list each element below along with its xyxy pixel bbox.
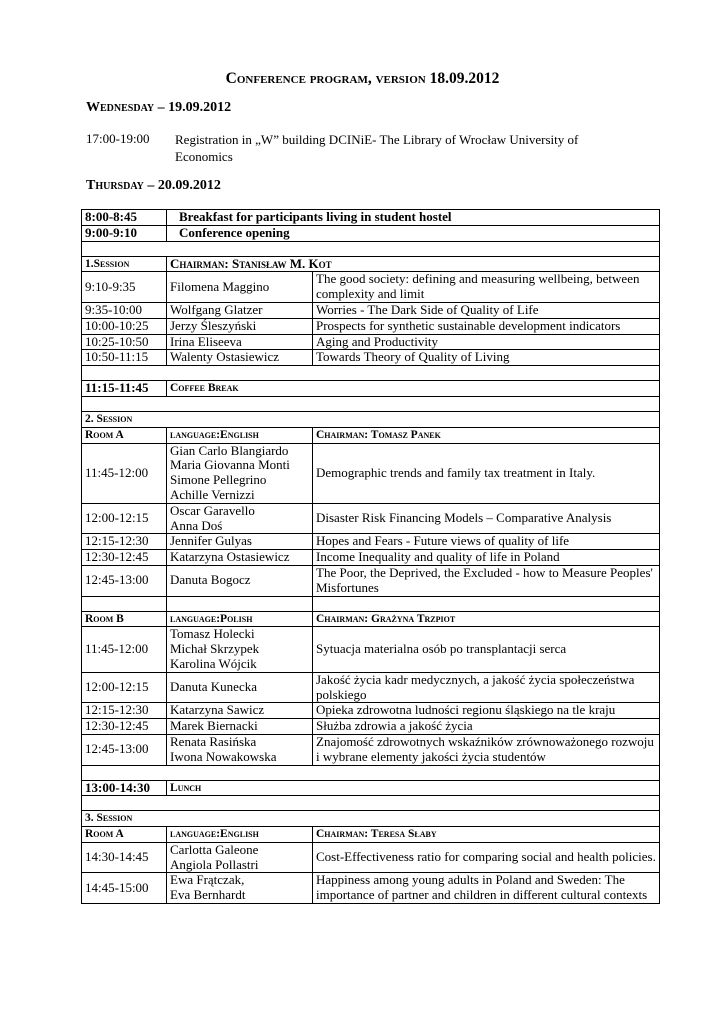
time-cell: 14:45-15:00 xyxy=(82,873,167,904)
table-row xyxy=(82,627,660,672)
talk-title-cell: Prospects for synthetic sustainable development indicators xyxy=(313,318,660,334)
opening-row xyxy=(82,225,660,241)
speaker-cell: Danuta Bogocz xyxy=(167,565,313,596)
speaker-name: Anna Doś xyxy=(170,517,223,533)
time-cell: 9:00-9:10 xyxy=(82,225,167,241)
speaker-name: Carlotta Galeone xyxy=(170,841,259,857)
speaker-cell xyxy=(167,443,313,503)
language-label: language:Polish xyxy=(167,611,313,627)
event-cell: Breakfast for participants living in student hostel xyxy=(167,210,660,226)
speaker-cell: Wolfgang Glatzer xyxy=(167,302,313,318)
speaker-cell: Marek Biernacki xyxy=(167,719,313,735)
time-cell: 12:00-12:15 xyxy=(82,503,167,534)
session-label: 3. Session xyxy=(82,811,660,827)
time-cell: 12:45-13:00 xyxy=(82,565,167,596)
session2-room-b-header-row xyxy=(82,611,660,627)
time-cell: 12:15-12:30 xyxy=(82,534,167,550)
time-cell: 10:00-10:25 xyxy=(82,318,167,334)
talk-title-cell: Służba zdrowia a jakość życia xyxy=(313,719,660,735)
event-cell: Coffee Break xyxy=(167,381,660,397)
table-row xyxy=(82,350,660,366)
room-label: Room A xyxy=(82,427,167,443)
time-cell: 11:45-12:00 xyxy=(82,443,167,503)
spacer-row xyxy=(82,241,660,256)
time-cell: 11:45-12:00 xyxy=(82,627,167,672)
time-cell: 10:25-10:50 xyxy=(82,334,167,350)
session-label: 2. Session xyxy=(82,411,660,427)
speaker-name: Iwona Nowakowska xyxy=(170,748,277,764)
speaker-name: Eva Bernhardt xyxy=(170,887,246,903)
talk-title-cell: The Poor, the Deprived, the Excluded - how to Measure Peoples' Misfortunes xyxy=(313,565,660,596)
speaker-cell xyxy=(167,627,313,672)
time-cell: 8:00-8:45 xyxy=(82,210,167,226)
table-row xyxy=(82,534,660,550)
language-label: language:English xyxy=(167,827,313,843)
time-cell: 12:30-12:45 xyxy=(82,550,167,566)
event-cell: Conference opening xyxy=(167,225,660,241)
time-cell: 10:50-11:15 xyxy=(82,350,167,366)
speaker-cell xyxy=(167,873,313,904)
speaker-name: Renata Rasińska xyxy=(170,733,257,749)
speaker-cell: Danuta Kunecka xyxy=(167,672,313,703)
speaker-cell: Katarzyna Ostasiewicz xyxy=(167,550,313,566)
session3-room-a-header-row xyxy=(82,827,660,843)
table-row xyxy=(82,672,660,703)
speaker-name: Gian Carlo Blangiardo xyxy=(170,442,289,458)
speaker-cell: Jennifer Gulyas xyxy=(167,534,313,550)
table-row xyxy=(82,873,660,904)
event-cell: Lunch xyxy=(167,780,660,796)
time-cell: 12:15-12:30 xyxy=(82,703,167,719)
speaker-name: Tomasz Holecki xyxy=(170,626,255,642)
table-row xyxy=(82,719,660,735)
room-label: Room B xyxy=(82,611,167,627)
speaker-name: Maria Giovanna Monti xyxy=(170,457,290,473)
speaker-name: Oscar Garavello xyxy=(170,502,255,518)
table-row xyxy=(82,734,660,765)
table-row xyxy=(82,703,660,719)
speaker-cell: Walenty Ostasiewicz xyxy=(167,350,313,366)
session1-header-row xyxy=(82,256,660,272)
speaker-name: Ewa Frątczak, xyxy=(170,872,245,888)
speaker-cell: Jerzy Śleszyński xyxy=(167,318,313,334)
table-row xyxy=(82,503,660,534)
talk-title-cell: Disaster Risk Financing Models – Comparative Analysis xyxy=(313,503,660,534)
speaker-cell xyxy=(167,503,313,534)
table-row xyxy=(82,272,660,303)
speaker-cell: Katarzyna Sawicz xyxy=(167,703,313,719)
page-title: Conference program, version 18.09.2012 xyxy=(225,70,500,87)
table-row xyxy=(82,550,660,566)
talk-title-cell: Opieka zdrowotna ludności regionu śląskiego na tle kraju xyxy=(313,703,660,719)
time-cell: 9:35-10:00 xyxy=(82,302,167,318)
wednesday-heading: Wednesday – 19.09.2012 xyxy=(86,100,232,115)
spacer-row xyxy=(82,396,660,411)
time-cell: 12:30-12:45 xyxy=(82,719,167,735)
session2-room-a-header-row xyxy=(82,427,660,443)
chairman-label: Chairman: Stanisław M. Kot xyxy=(167,256,660,272)
talk-title-cell: Income Inequality and quality of life in Poland xyxy=(313,550,660,566)
talk-title-cell: Jakość życia kadr medycznych, a jakość życia społeczeństwa polskiego xyxy=(313,672,660,703)
talk-title-cell: Towards Theory of Quality of Living xyxy=(313,350,660,366)
spacer-row xyxy=(82,366,660,381)
chairman-label: Chairman: Teresa Słaby xyxy=(313,827,660,843)
speaker-name: Angiola Pollastri xyxy=(170,856,259,872)
thursday-heading: Thursday – 20.09.2012 xyxy=(86,178,221,193)
spacer-row xyxy=(82,796,660,811)
coffee-break-row xyxy=(82,381,660,397)
session3-label-row xyxy=(82,811,660,827)
table-row xyxy=(82,565,660,596)
talk-title-cell: Worries - The Dark Side of Quality of Life xyxy=(313,302,660,318)
language-label: language:English xyxy=(167,427,313,443)
speaker-name: Karolina Wójcik xyxy=(170,655,257,671)
chairman-label: Chairman: Grażyna Trzpiot xyxy=(313,611,660,627)
table-row xyxy=(82,842,660,873)
time-cell: 13:00-14:30 xyxy=(82,780,167,796)
time-cell: 14:30-14:45 xyxy=(82,842,167,873)
talk-title-cell: Happiness among young adults in Poland and Sweden: The importance of partner and children in different cultural contexts xyxy=(313,873,660,904)
speaker-name: Simone Pellegrino xyxy=(170,472,267,488)
talk-title-cell: Znajomość zdrowotnych wskaźników zrównoważonego rozwoju i wybrane elementy jakości życia studentów xyxy=(313,734,660,765)
speaker-name: Michał Skrzypek xyxy=(170,641,260,657)
table-row xyxy=(82,318,660,334)
table-row xyxy=(82,443,660,503)
registration-text: Registration in „W” building DCINiE- The Library of Wrocław University of Economics xyxy=(175,132,579,164)
session2-label-row xyxy=(82,411,660,427)
talk-title-cell: Aging and Productivity xyxy=(313,334,660,350)
talk-title-cell: Cost-Effectiveness ratio for comparing social and health policies. xyxy=(313,842,660,873)
room-label: Room A xyxy=(82,827,167,843)
talk-title-cell: Demographic trends and family tax treatment in Italy. xyxy=(313,443,660,503)
spacer-row xyxy=(82,765,660,780)
time-cell: 9:10-9:35 xyxy=(82,272,167,303)
speaker-cell xyxy=(167,842,313,873)
lunch-row xyxy=(82,780,660,796)
spacer-row xyxy=(82,596,660,611)
chairman-label: Chairman: Tomasz Panek xyxy=(313,427,660,443)
speaker-name: Achille Vernizzi xyxy=(170,486,255,502)
time-cell: 12:45-13:00 xyxy=(82,734,167,765)
speaker-cell xyxy=(167,734,313,765)
talk-title-cell: Hopes and Fears - Future views of quality of life xyxy=(313,534,660,550)
time-cell: 11:15-11:45 xyxy=(82,381,167,397)
session-label: 1.Session xyxy=(82,256,167,272)
table-row xyxy=(82,334,660,350)
talk-title-cell: Sytuacja materialna osób po transplantacji serca xyxy=(313,627,660,672)
schedule-table xyxy=(81,209,660,904)
table-row xyxy=(82,302,660,318)
talk-title-cell: The good society: defining and measuring wellbeing, between complexity and limit xyxy=(313,272,660,303)
speaker-cell: Irina Eliseeva xyxy=(167,334,313,350)
speaker-cell: Filomena Maggino xyxy=(167,272,313,303)
registration-time: 17:00-19:00 xyxy=(86,131,150,146)
breakfast-row xyxy=(82,210,660,226)
time-cell: 12:00-12:15 xyxy=(82,672,167,703)
